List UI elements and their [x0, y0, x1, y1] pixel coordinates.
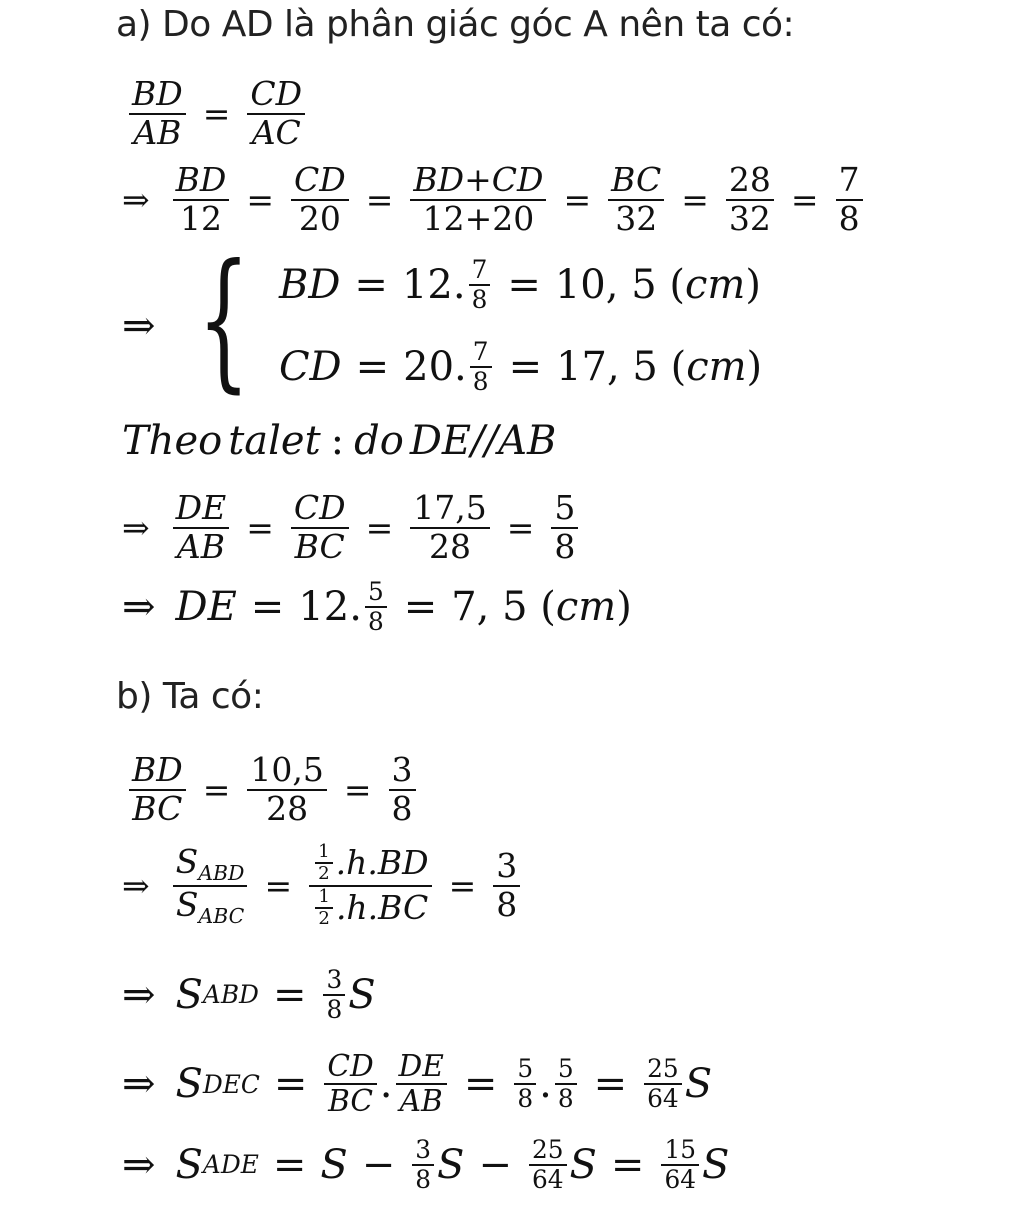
system-line-cd: CD = 20. $\frac{7}{8}$ = 17, 5 ( cm ) [278, 337, 763, 396]
thales-statement: Theo talet : do DE//AB [122, 418, 557, 464]
fraction: $\frac{BD}{AB}$ [129, 76, 186, 152]
fraction: $\frac{BD}{12}$ [173, 162, 230, 238]
bd-bc-ratio-equation: $\frac{BD}{BC}$ = $\frac{10,5}{28}$ = $\frac{3}{8}$ [126, 752, 419, 828]
de-ratio-equation: ⇒ $\frac{DE}{AB}$ = $\frac{CD}{BC}$ = $\frac{17,5}{28}$ = $\frac{5}{8}$ [122, 490, 581, 566]
system-line-bd: BD = 12. $\frac{7}{8}$ = 10, 5 ( cm ) [278, 255, 761, 314]
fraction: $\frac{5}{8}$ [365, 578, 387, 636]
fraction: $\frac{3}{8}$ [493, 848, 520, 924]
ratio-chain-equation: ⇒ $\frac{BD}{12}$ = $\frac{CD}{20}$ = $\frac{BD+CD}{12+20}$ = $\frac{BC}{32}$ = $\frac{28}{32}$ = $\frac{7}{8}$ [122, 162, 866, 238]
fraction: $\frac{7}{8}$ [836, 162, 863, 238]
fraction: $\frac{5}{8}$ [555, 1055, 577, 1113]
fraction: $\frac{3}{8}$ [323, 966, 345, 1024]
fraction: $\frac{1}{2}$ [315, 842, 333, 885]
part-b-heading: b) Ta có: [116, 676, 264, 717]
fraction: $\frac{25}{64}$ [644, 1055, 682, 1113]
fraction: $\frac{5}{8}$ [514, 1055, 536, 1113]
length-system: ⇒ { BD = 12. $\frac{7}{8}$ = 10, 5 ( cm ) CD = 20. $\frac{7}{8}$ = 17, 5 ( cm ) [122, 233, 763, 407]
fraction: $\frac{25}{64}$ [529, 1136, 567, 1194]
fraction: $\frac{3}{8}$ [389, 752, 416, 828]
bisector-ratio-equation: $\frac{BD}{AB}$ = $\frac{CD}{AC}$ [126, 76, 308, 152]
fraction: $\frac{3}{8}$ [412, 1136, 434, 1194]
system-lines [279, 244, 762, 408]
fraction: $\frac{28}{32}$ [726, 162, 774, 238]
s-dec-equation: ⇒ S DEC = $\frac{CD}{BC}$ . $\frac{DE}{AB}$ = $\frac{5}{8}$ . $\frac{5}{8}$ = $\frac{25}{64}$ S [122, 1049, 713, 1119]
fraction: $\frac{CD}{AC}$ [247, 76, 305, 152]
fraction: $\frac{BC}{32}$ [608, 162, 664, 238]
s-ade-equation: ⇒ S ADE = S − $\frac{3}{8}$ S − $\frac{25}{64}$ S = $\frac{15}{64}$ S [122, 1135, 730, 1194]
fraction: $\frac{BD}{BC}$ [129, 752, 186, 828]
de-length-equation: ⇒ DE = 12. $\frac{5}{8}$ = 7, 5 ( cm ) [122, 577, 632, 636]
fraction: $\frac{BD+CD}{12+20}$ [410, 162, 546, 238]
fraction: $\frac{7}{8}$ [469, 256, 491, 314]
fraction: $\frac{17,5}{28}$ [410, 490, 489, 566]
fraction: $\frac{7}{8}$ [470, 338, 492, 396]
fraction: $\frac{5}{8}$ [551, 490, 578, 566]
fraction: $\frac{DE}{AB}$ [396, 1050, 447, 1118]
fraction: $\frac{CD}{20}$ [291, 162, 349, 238]
s-abd-equation: ⇒ S ABD = $\frac{3}{8}$ S [122, 965, 376, 1024]
fraction: $\frac{10,5}{28}$ [247, 752, 326, 828]
area-ratio-equation: ⇒ $\frac{S_{ABD}}{S_{ABC}}$ = $\frac{1}{2}$ .h.BD $\frac{1}{2}$ .h.BC = $\frac{3}{8}$ [122, 842, 523, 929]
fraction: $\frac{S_{ABD}}{S_{ABC}}$ [173, 844, 248, 928]
part-a-heading: a) Do AD là phân giác góc A nên ta có: [116, 4, 795, 45]
fraction: $\frac{CD}{BC}$ [291, 490, 349, 566]
fraction: $\frac{CD}{BC}$ [324, 1050, 376, 1118]
left-brace: { [196, 233, 250, 407]
fraction: $\frac{15}{64}$ [661, 1136, 699, 1194]
fraction: $\frac{DE}{AB}$ [173, 490, 230, 566]
fraction: $\frac{1}{2}$ [315, 887, 333, 930]
fraction: $\frac{1}{2}$ .h.BD $\frac{1}{2}$ .h.BC [309, 842, 432, 929]
